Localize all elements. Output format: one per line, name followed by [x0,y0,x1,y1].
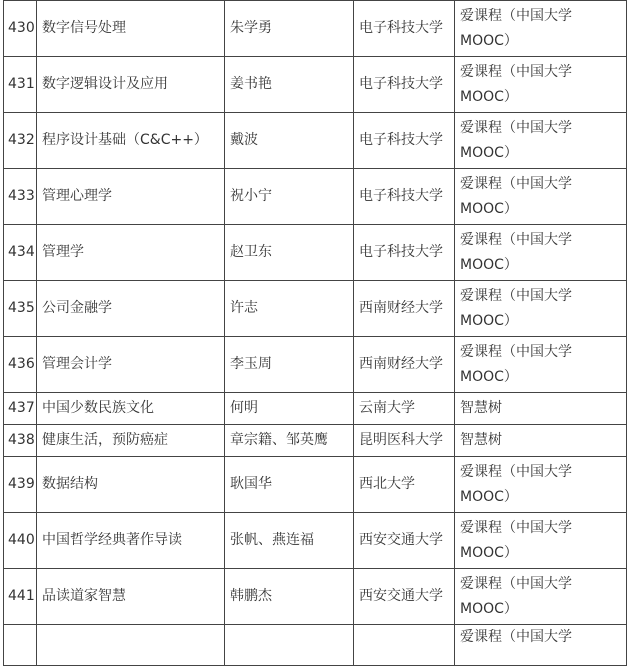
school-name: 电子科技大学 [354,169,455,225]
platform-cell [455,625,627,666]
row-number [4,625,37,666]
row-number: 441 [4,569,37,625]
row-number: 433 [4,169,37,225]
row-number: 430 [4,1,37,57]
platform-line-1: 爱课程（中国大学 [460,463,572,480]
course-table [3,0,627,666]
school-name: 西南财经大学 [354,337,455,393]
course-name [37,625,225,666]
platform-line-2: MOOC） [460,368,518,385]
platform-line-2: MOOC） [460,312,518,329]
platform-cell [455,281,627,337]
school-name: 电子科技大学 [354,1,455,57]
platform-cell [455,569,627,625]
course-name: 健康生活，预防癌症 [37,425,225,457]
teacher-name: 何明 [225,393,354,425]
platform-line-1: 爱课程（中国大学 [460,7,572,24]
platform-line-2: MOOC） [460,544,518,561]
teacher-name: 张帆、燕连福 [225,513,354,569]
platform-line-1: 爱课程（中国大学 [460,629,572,645]
platform-line-1: 爱课程（中国大学 [460,63,572,80]
platform-line-2: MOOC） [460,88,518,105]
platform-line-1: 爱课程（中国大学 [460,175,572,192]
school-name: 电子科技大学 [354,113,455,169]
platform-line-1: 爱课程（中国大学 [460,519,572,536]
course-name: 数据结构 [37,457,225,513]
platform-line-2: MOOC） [460,600,518,617]
course-name: 公司金融学 [37,281,225,337]
platform-line-1: 爱课程（中国大学 [460,119,572,136]
table-row [4,625,627,666]
course-name: 管理学 [37,225,225,281]
school-name: 云南大学 [354,393,455,425]
table-row [4,169,627,225]
platform-line-2: MOOC） [460,256,518,273]
row-number: 440 [4,513,37,569]
platform-line-1: 爱课程（中国大学 [460,231,572,248]
platform-cell [455,337,627,393]
table-row [4,281,627,337]
table-row [4,393,627,425]
course-name: 数字逻辑设计及应用 [37,57,225,113]
platform-cell [455,169,627,225]
school-name: 西北大学 [354,457,455,513]
course-name: 品读道家智慧 [37,569,225,625]
row-number: 431 [4,57,37,113]
course-name: 数字信号处理 [37,1,225,57]
teacher-name: 李玉周 [225,337,354,393]
platform-line-2: MOOC） [460,488,518,505]
platform-line-2: MOOC） [460,200,518,217]
school-name: 西安交通大学 [354,513,455,569]
teacher-name [225,625,354,666]
table-row [4,457,627,513]
table-row [4,225,627,281]
teacher-name: 祝小宁 [225,169,354,225]
row-number: 435 [4,281,37,337]
course-name: 中国少数民族文化 [37,393,225,425]
teacher-name: 许志 [225,281,354,337]
teacher-name: 章宗籍、邹英鹰 [225,425,354,457]
row-number: 436 [4,337,37,393]
table-row [4,569,627,625]
platform-line-2: MOOC） [460,32,518,49]
platform-line-1: 智慧树 [460,400,502,416]
teacher-name: 赵卫东 [225,225,354,281]
row-number: 437 [4,393,37,425]
platform-cell [455,57,627,113]
table-row [4,1,627,57]
teacher-name: 耿国华 [225,457,354,513]
platform-line-2: MOOC） [460,144,518,161]
row-number: 438 [4,425,37,457]
school-name: 电子科技大学 [354,57,455,113]
platform-cell [455,1,627,57]
table-row [4,337,627,393]
platform-cell [455,513,627,569]
platform-cell [455,393,627,425]
platform-cell [455,457,627,513]
teacher-name: 朱学勇 [225,1,354,57]
row-number: 439 [4,457,37,513]
platform-cell [455,225,627,281]
course-name: 中国哲学经典著作导读 [37,513,225,569]
platform-line-1: 爱课程（中国大学 [460,575,572,592]
platform-cell [455,425,627,457]
course-name: 程序设计基础（C&C++） [37,113,225,169]
school-name [354,625,455,666]
table-row [4,513,627,569]
school-name: 电子科技大学 [354,225,455,281]
row-number: 434 [4,225,37,281]
table-row [4,57,627,113]
table-row [4,113,627,169]
platform-line-1: 智慧树 [460,432,502,448]
table-row [4,425,627,457]
school-name: 西安交通大学 [354,569,455,625]
platform-cell [455,113,627,169]
row-number: 432 [4,113,37,169]
platform-line-1: 爱课程（中国大学 [460,287,572,304]
school-name: 西南财经大学 [354,281,455,337]
course-name: 管理会计学 [37,337,225,393]
teacher-name: 戴波 [225,113,354,169]
course-name: 管理心理学 [37,169,225,225]
teacher-name: 姜书艳 [225,57,354,113]
platform-line-1: 爱课程（中国大学 [460,343,572,360]
teacher-name: 韩鹏杰 [225,569,354,625]
school-name: 昆明医科大学 [354,425,455,457]
